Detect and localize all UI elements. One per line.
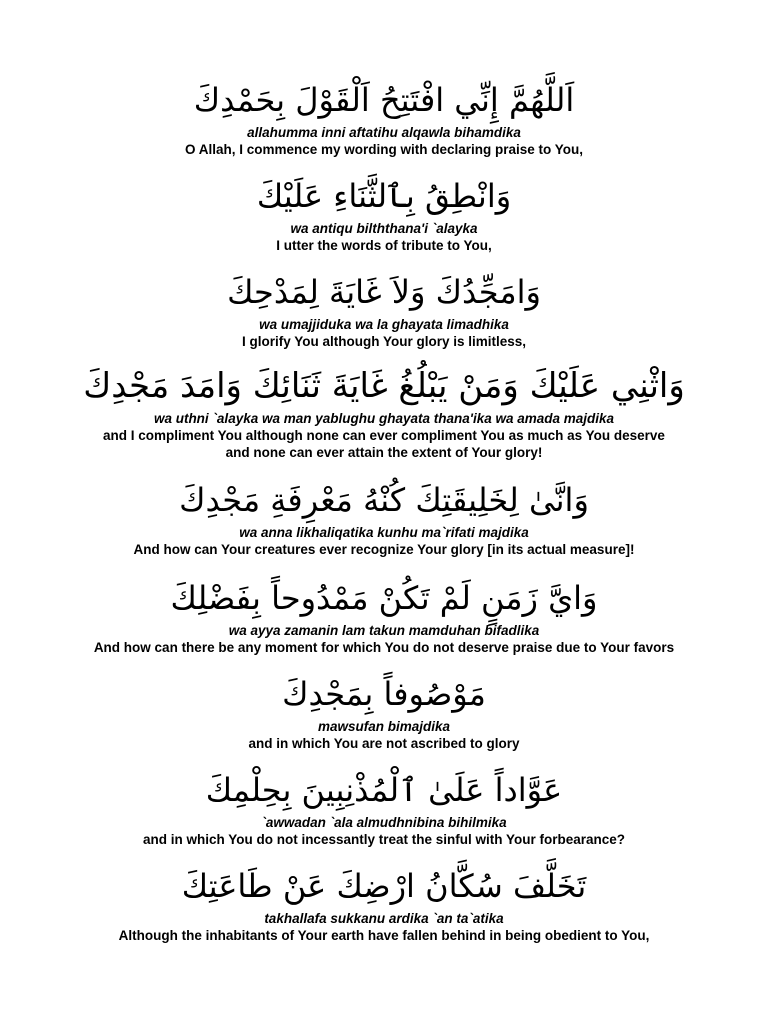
verse-5 [0, 478, 768, 558]
arabic-text: مَوْصُوفاً بِمَجْدِكَ [282, 675, 486, 713]
translation-line: O Allah, I commence my wording with declaring praise to You, [184, 142, 584, 157]
arabic-text: تَخَلَّفَ سُكَّانُ ارْضِكَ عَنْ طَاعَتِكَ [181, 867, 587, 905]
verse-8 [0, 768, 768, 848]
arabic-text: وَاثْنِي عَلَيْكَ وَمَنْ يَبْلُغُ غَايَةَ ثَنَائِكَ وَامَدَ مَجْدِكَ [83, 366, 685, 406]
translation-line: and none can ever attain the extent of Your glory! [225, 445, 543, 460]
transliteration: takhallafa sukkanu ardika `an ta`atika [264, 911, 504, 926]
translation-line: And how can Your creatures ever recognize Your glory [in its actual measure]! [133, 542, 635, 557]
translation-line: Although the inhabitants of Your earth have fallen behind in being obedient to You, [118, 928, 650, 943]
verse-3 [0, 270, 768, 350]
verse-4 [0, 364, 768, 461]
transliteration: wa umajjiduka wa la ghayata limadhika [259, 317, 509, 332]
arabic-text: وَانْطِقُ بِٱلثَّنَاءِ عَلَيْكَ [256, 177, 512, 215]
verse-9 [0, 864, 768, 944]
arabic-text: عَوَّاداً عَلَىٰ ٱلْمُذْنِبِينَ بِحِلْمِكَ [205, 771, 563, 809]
translation-line: I utter the words of tribute to You, [276, 238, 492, 253]
transliteration: wa uthni `alayka wa man yablughu ghayata thana'ika wa amada majdika [153, 411, 615, 426]
verse-7 [0, 672, 768, 752]
translation-line: and in which You do not incessantly treat the sinful with Your forbearance? [142, 832, 626, 847]
arabic-text: اَللَّهُمَّ إِنِّي افْتَتِحُ اَلْقَوْلَ بِحَمْدِكَ [193, 81, 575, 119]
transliteration: `awwadan `ala almudhnibina bihilmika [261, 815, 507, 830]
translation-line: And how can there be any moment for which You do not deserve praise due to Your favors [93, 640, 675, 655]
translation-line: and in which You are not ascribed to glory [248, 736, 520, 751]
transliteration: mawsufan bimajdika [317, 719, 451, 734]
transliteration: allahumma inni aftatihu alqawla bihamdika [247, 125, 521, 140]
arabic-text: وَانَّىٰ لِخَلِيقَتِكَ كُنْهُ مَعْرِفَةِ مَجْدِكَ [179, 481, 589, 519]
verse-2 [0, 174, 768, 254]
transliteration: wa antiqu bilththana'i `alayka [290, 221, 478, 236]
transliteration: wa ayya zamanin lam takun mamduhan bifadlika [228, 623, 540, 638]
transliteration: wa anna likhaliqatika kunhu ma`rifati majdika [239, 525, 529, 540]
translation-line: I glorify You although Your glory is limitless, [241, 334, 527, 349]
arabic-text: وَايَّ زَمَنٍ لَمْ تَكُنْ مَمْدُوحاً بِفَضْلِكَ [170, 579, 598, 617]
arabic-text: وَامَجِّدُكَ وَلاَ غَايَةَ لِمَدْحِكَ [227, 273, 541, 311]
translation-line: and I compliment You although none can ever compliment You as much as You deserve [103, 428, 665, 443]
verse-6 [0, 576, 768, 656]
verse-1 [0, 78, 768, 158]
